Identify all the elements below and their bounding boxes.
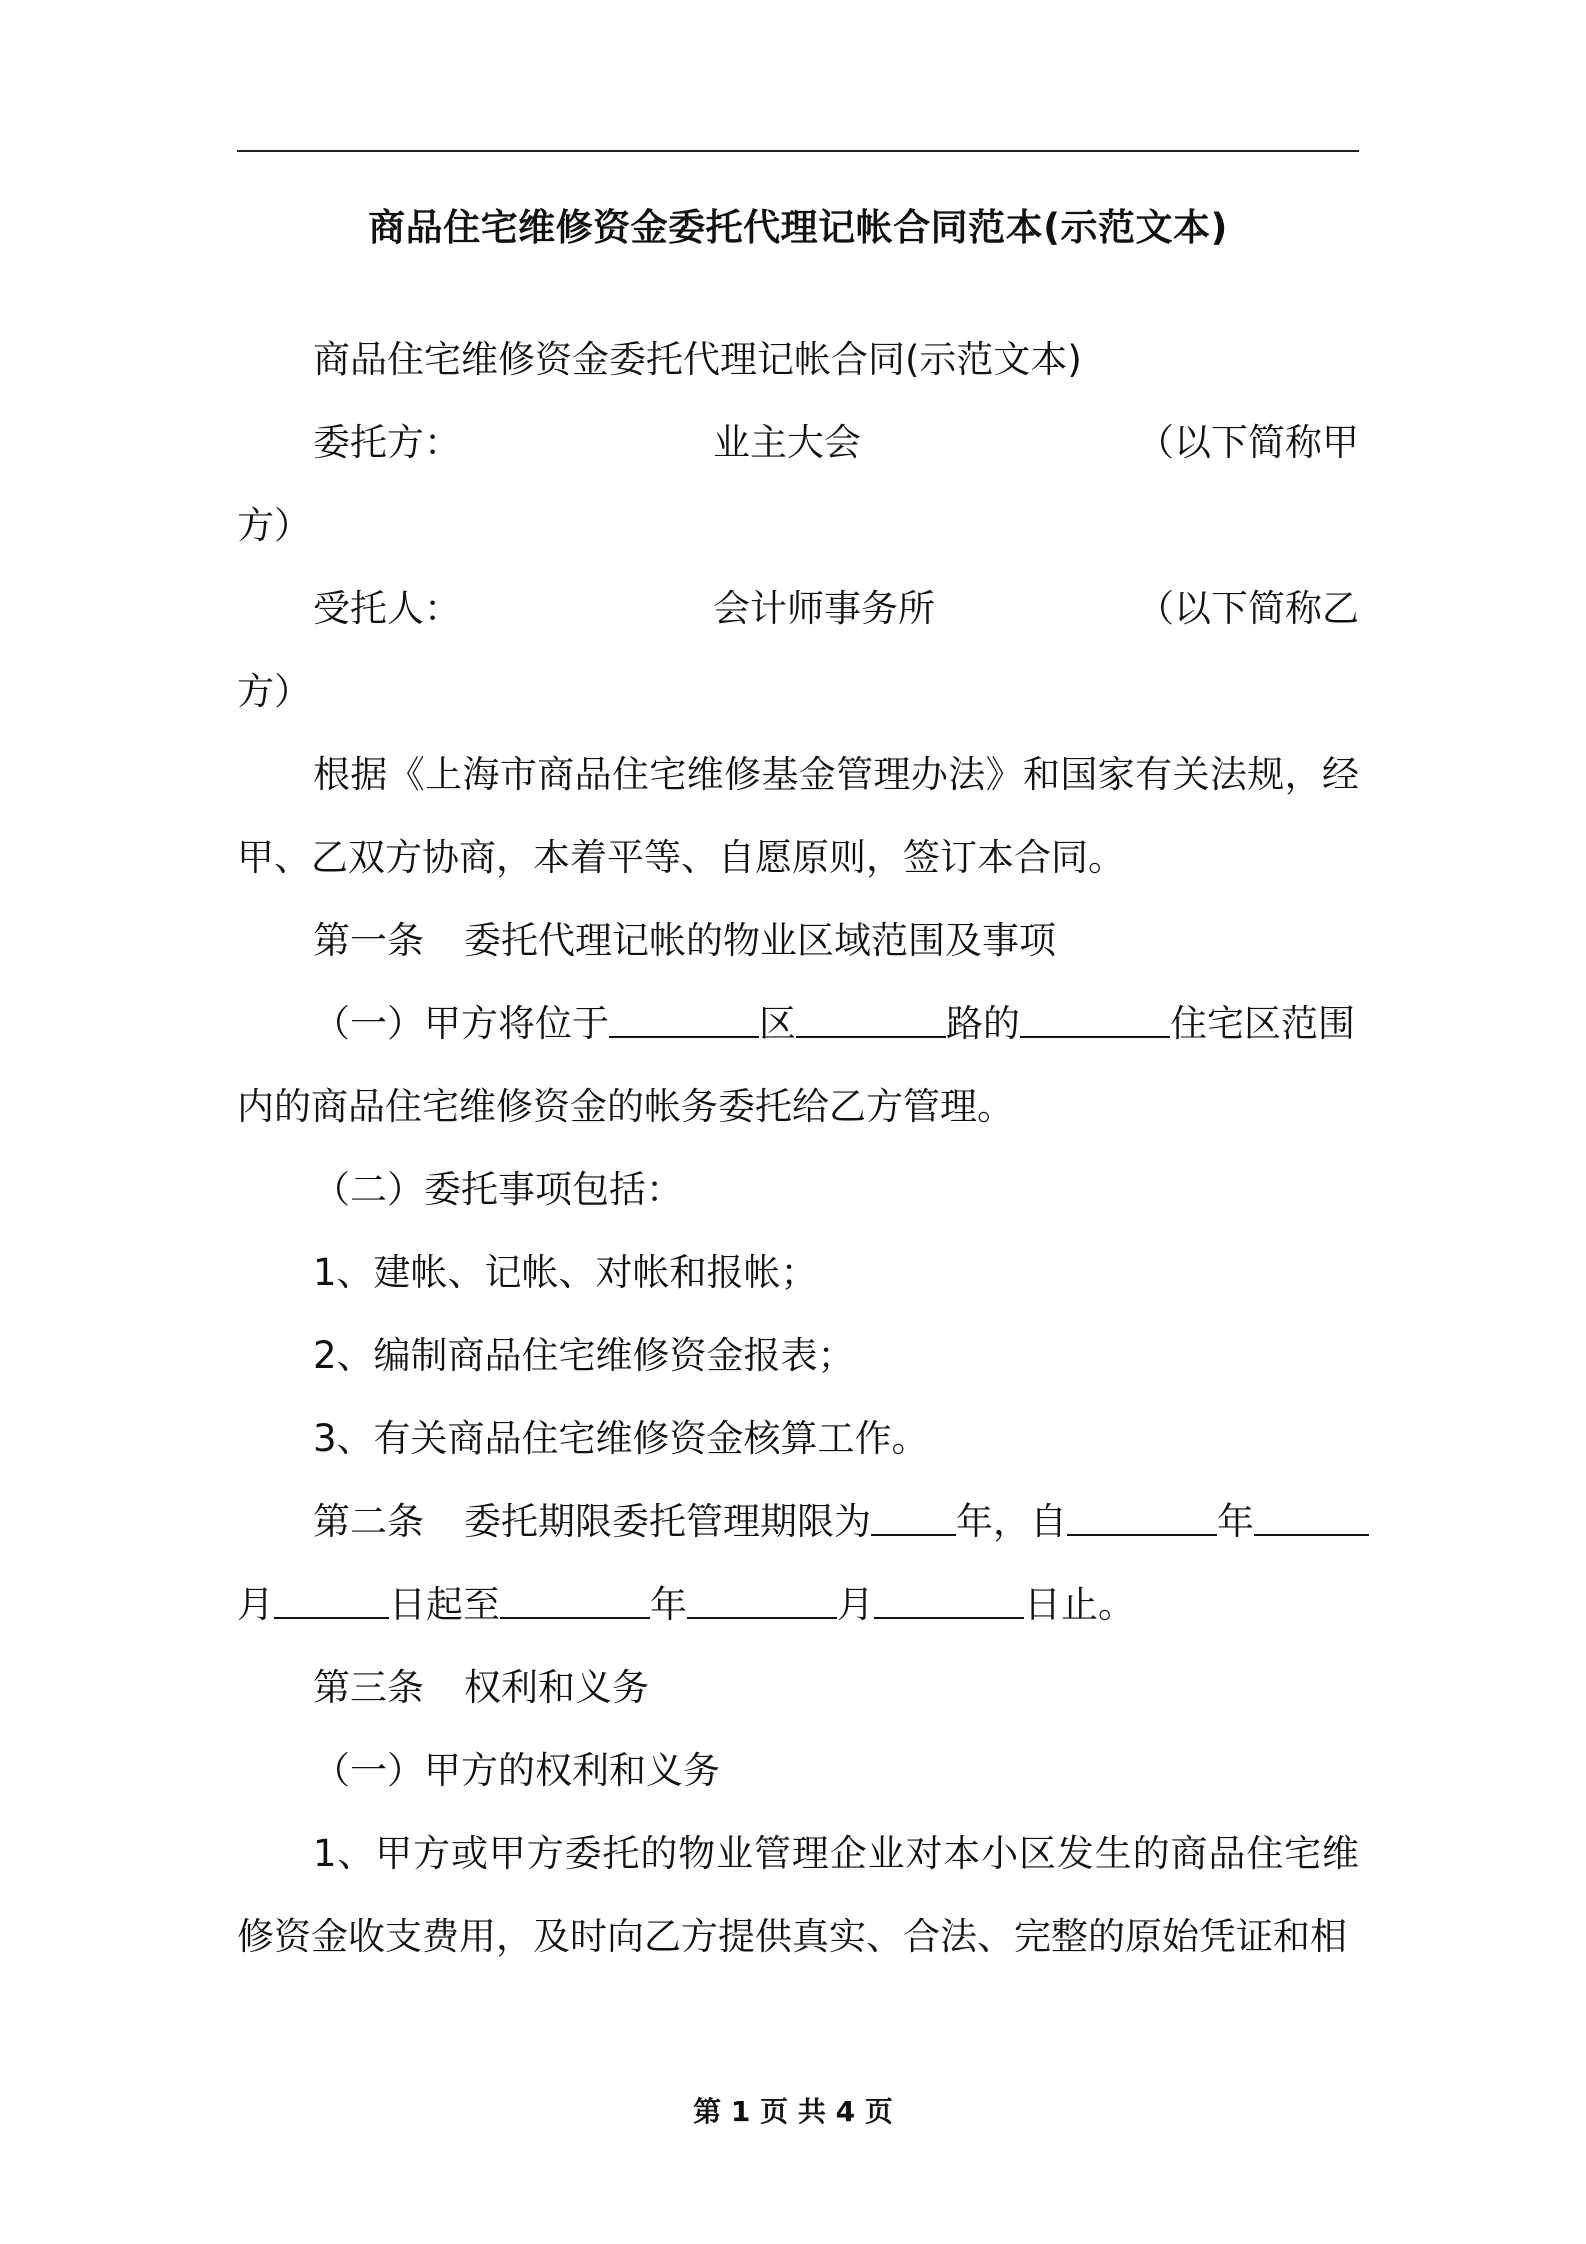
article1-heading: [237, 899, 1359, 982]
party-a-note-cont: 方）: [237, 504, 311, 547]
term-years-blank: [871, 1498, 956, 1536]
residential-area-blank: [1020, 1000, 1170, 1038]
article2-text-g: 月: [837, 1583, 874, 1626]
document-body: [237, 318, 1359, 1978]
end-day-blank: [874, 1581, 1024, 1619]
clause1-part-d: 住宅区范围: [1170, 1002, 1355, 1045]
article2-line1: [237, 1480, 1359, 1563]
party-a-name: 业主大会: [713, 421, 861, 464]
article1-title: 委托代理记帐的物业区域范围及事项: [464, 919, 1056, 962]
road-blank: [796, 1000, 946, 1038]
start-day-blank: [274, 1581, 389, 1619]
article2-text-a: 委托期限委托管理期限为: [464, 1500, 871, 1543]
article1-number: 第一条: [313, 919, 424, 962]
article1-item: 2、编制商品住宅维修资金报表；: [313, 1334, 855, 1377]
preamble-paragraph: 根据《上海市商品住宅维修基金管理办法》和国家有关法规，经甲、乙双方协商，本着平等、自愿原则，签订本合同。: [237, 753, 1359, 879]
header-rule: [237, 150, 1359, 152]
start-month-blank: [1254, 1498, 1369, 1536]
article2-text-c: 年: [1217, 1500, 1254, 1543]
document-title: 商品住宅维修资金委托代理记帐合同范本(示范文本): [368, 206, 1228, 249]
article2-line2: [237, 1563, 1359, 1646]
article3-title: 权利和义务: [464, 1666, 649, 1709]
article2-text-f: 年: [650, 1583, 687, 1626]
article1-item: 3、有关商品住宅维修资金核算工作。: [313, 1417, 929, 1460]
article2-text-b: 年，自: [956, 1500, 1067, 1543]
article2-number: 第二条: [313, 1500, 424, 1543]
party-b-note: （以下简称乙: [1137, 587, 1359, 630]
start-year-blank: [1067, 1498, 1217, 1536]
article1-clause2: （二）委托事项包括：: [313, 1168, 683, 1211]
article2-text-e: 日起至: [389, 1583, 500, 1626]
article3-sub1: （一）甲方的权利和义务: [313, 1749, 720, 1792]
clause1-part-b: 区: [759, 1002, 796, 1045]
end-year-blank: [500, 1581, 650, 1619]
party-b-name: 会计师事务所: [713, 587, 935, 630]
article2-text-d: 月: [237, 1583, 274, 1626]
article1-clause1-cont: 内的商品住宅维修资金的帐务委托给乙方管理。: [237, 1085, 1014, 1128]
district-blank: [609, 1000, 759, 1038]
article3-item1: 1、甲方或甲方委托的物业管理企业对本小区发生的商品住宅维修资金收支费用，及时向乙方提供真实、合法、完整的原始凭证和相: [237, 1832, 1359, 1958]
party-a-row: [237, 401, 1359, 484]
party-a-note: （以下简称甲: [1137, 421, 1359, 464]
end-month-blank: [687, 1581, 837, 1619]
document-subtitle: 商品住宅维修资金委托代理记帐合同(示范文本): [313, 338, 1082, 381]
clause1-part-a: （一）甲方将位于: [313, 1002, 609, 1045]
article2-text-h: 日止。: [1024, 1583, 1135, 1626]
page-footer: 第 1 页 共 4 页: [693, 2095, 893, 2128]
party-b-note-cont: 方）: [237, 670, 311, 713]
party-a-label: 委托方：: [313, 421, 461, 464]
article3-number: 第三条: [313, 1666, 424, 1709]
article1-clause1: [237, 982, 1359, 1065]
party-b-row: [237, 567, 1359, 650]
article3-heading: [237, 1646, 1359, 1729]
party-b-label: 受托人：: [313, 587, 461, 630]
clause1-part-c: 路的: [946, 1002, 1020, 1045]
article1-item: 1、建帐、记帐、对帐和报帐；: [313, 1251, 818, 1294]
